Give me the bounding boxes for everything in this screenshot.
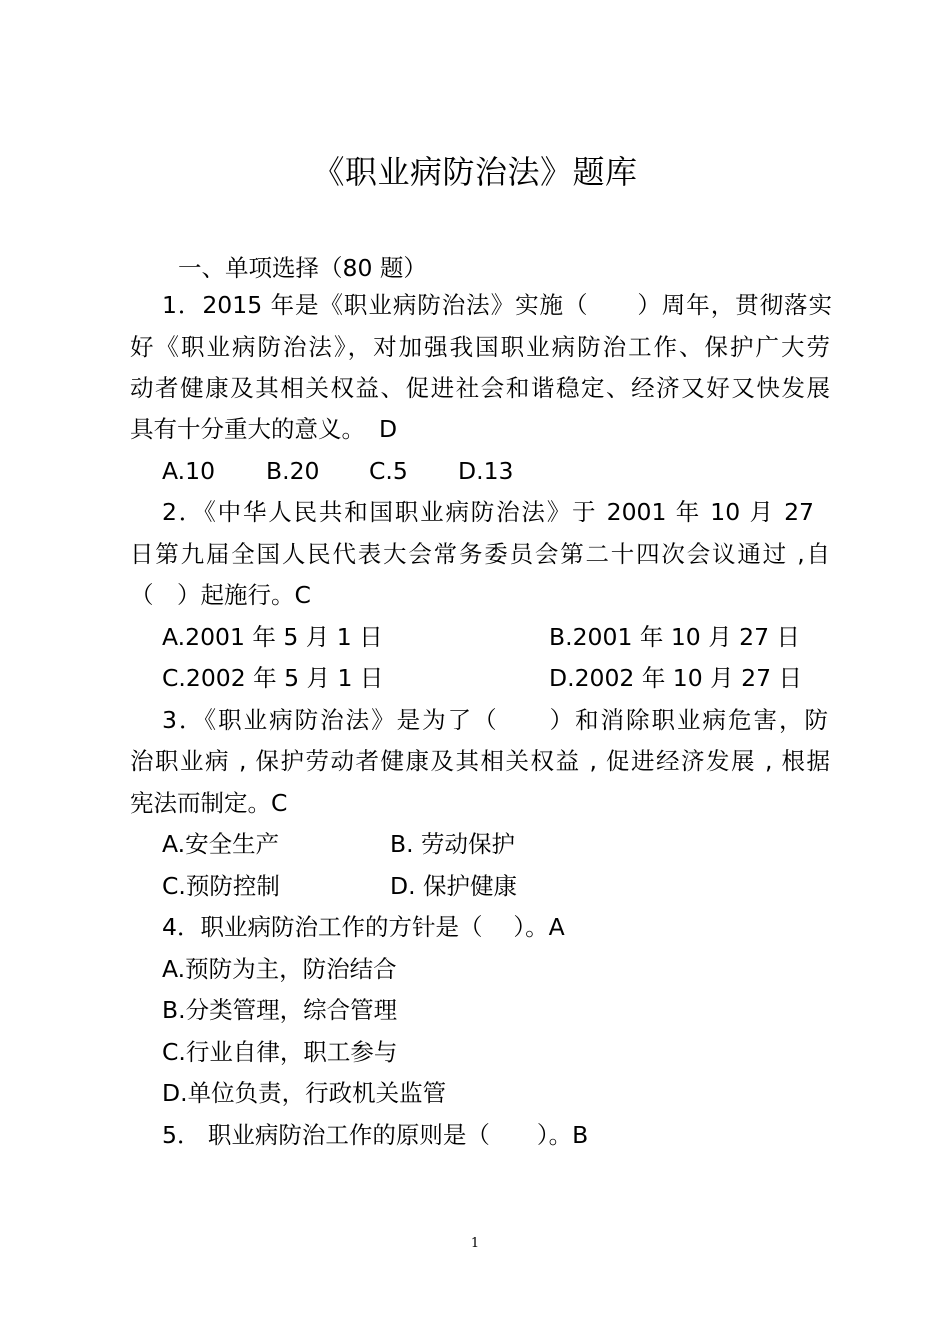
q4-option-a: A.预防为主，防治结合 <box>162 955 397 983</box>
q4-option-d: D.单位负责，行政机关监管 <box>162 1079 447 1107</box>
q1-last-line: 具有十分重大的意义。 <box>130 415 365 443</box>
q3-option-c: C.预防控制 <box>162 872 280 900</box>
q3-option-a: A.安全生产 <box>162 830 280 858</box>
q4-stem: 4．职业病防治工作的方针是（ ）。A <box>162 913 565 941</box>
q1-line-1: 1．2015 年是《职业病防治法》实施（ ）周年，贯彻落实 <box>162 291 832 319</box>
q1-option-c: C.5 <box>369 457 408 485</box>
q1-answer: D <box>379 415 398 443</box>
q1-line-4 <box>130 412 397 446</box>
q1-line-2: 好《职业病防治法》，对加强我国职业病防治工作、保护广大劳 <box>130 333 830 361</box>
q2-line-3: （ ）起施行。C <box>130 581 311 609</box>
q5-stem: 5． 职业病防治工作的原则是（ ）。B <box>162 1121 589 1149</box>
q1-option-a: A.10 <box>162 457 216 485</box>
q1-line-3: 动者健康及其相关权益、促进社会和谐稳定、经济又好又快发展 <box>130 374 830 402</box>
q4-option-c: C.行业自律，职工参与 <box>162 1038 398 1066</box>
q2-line-1: 2．《中华人民共和国职业病防治法》于 2001 年 10 月 27 <box>162 498 814 526</box>
q3-line-1: 3．《职业病防治法》是为了（ ）和消除职业病危害，防 <box>162 706 828 734</box>
q4-option-b: B.分类管理，综合管理 <box>162 996 398 1024</box>
q1-option-d: D.13 <box>458 457 514 485</box>
page-number: 1 <box>470 1236 480 1251</box>
q3-line-2: 治职业病 , 保护劳动者健康及其相关权益 , 促进经济发展 , 根据 <box>130 747 830 775</box>
q2-option-b: B.2001 年 10 月 27 日 <box>549 623 801 651</box>
q2-option-a: A.2001 年 5 月 1 日 <box>162 623 383 651</box>
q2-option-c: C.2002 年 5 月 1 日 <box>162 664 384 692</box>
q3-option-d: D. 保护健康 <box>390 872 518 900</box>
page-title: 《职业病防治法》题库 <box>312 153 638 191</box>
section-heading: 一、单项选择（80 题） <box>178 254 427 282</box>
q2-line-2: 日第九届全国人民代表大会常务委员会第二十四次会议通过 ,自 <box>130 540 830 568</box>
q1-option-b: B.20 <box>266 457 320 485</box>
q3-line-3: 宪法而制定。C <box>130 789 288 817</box>
q2-option-d: D.2002 年 10 月 27 日 <box>549 664 803 692</box>
q3-option-b: B. 劳动保护 <box>390 830 516 858</box>
